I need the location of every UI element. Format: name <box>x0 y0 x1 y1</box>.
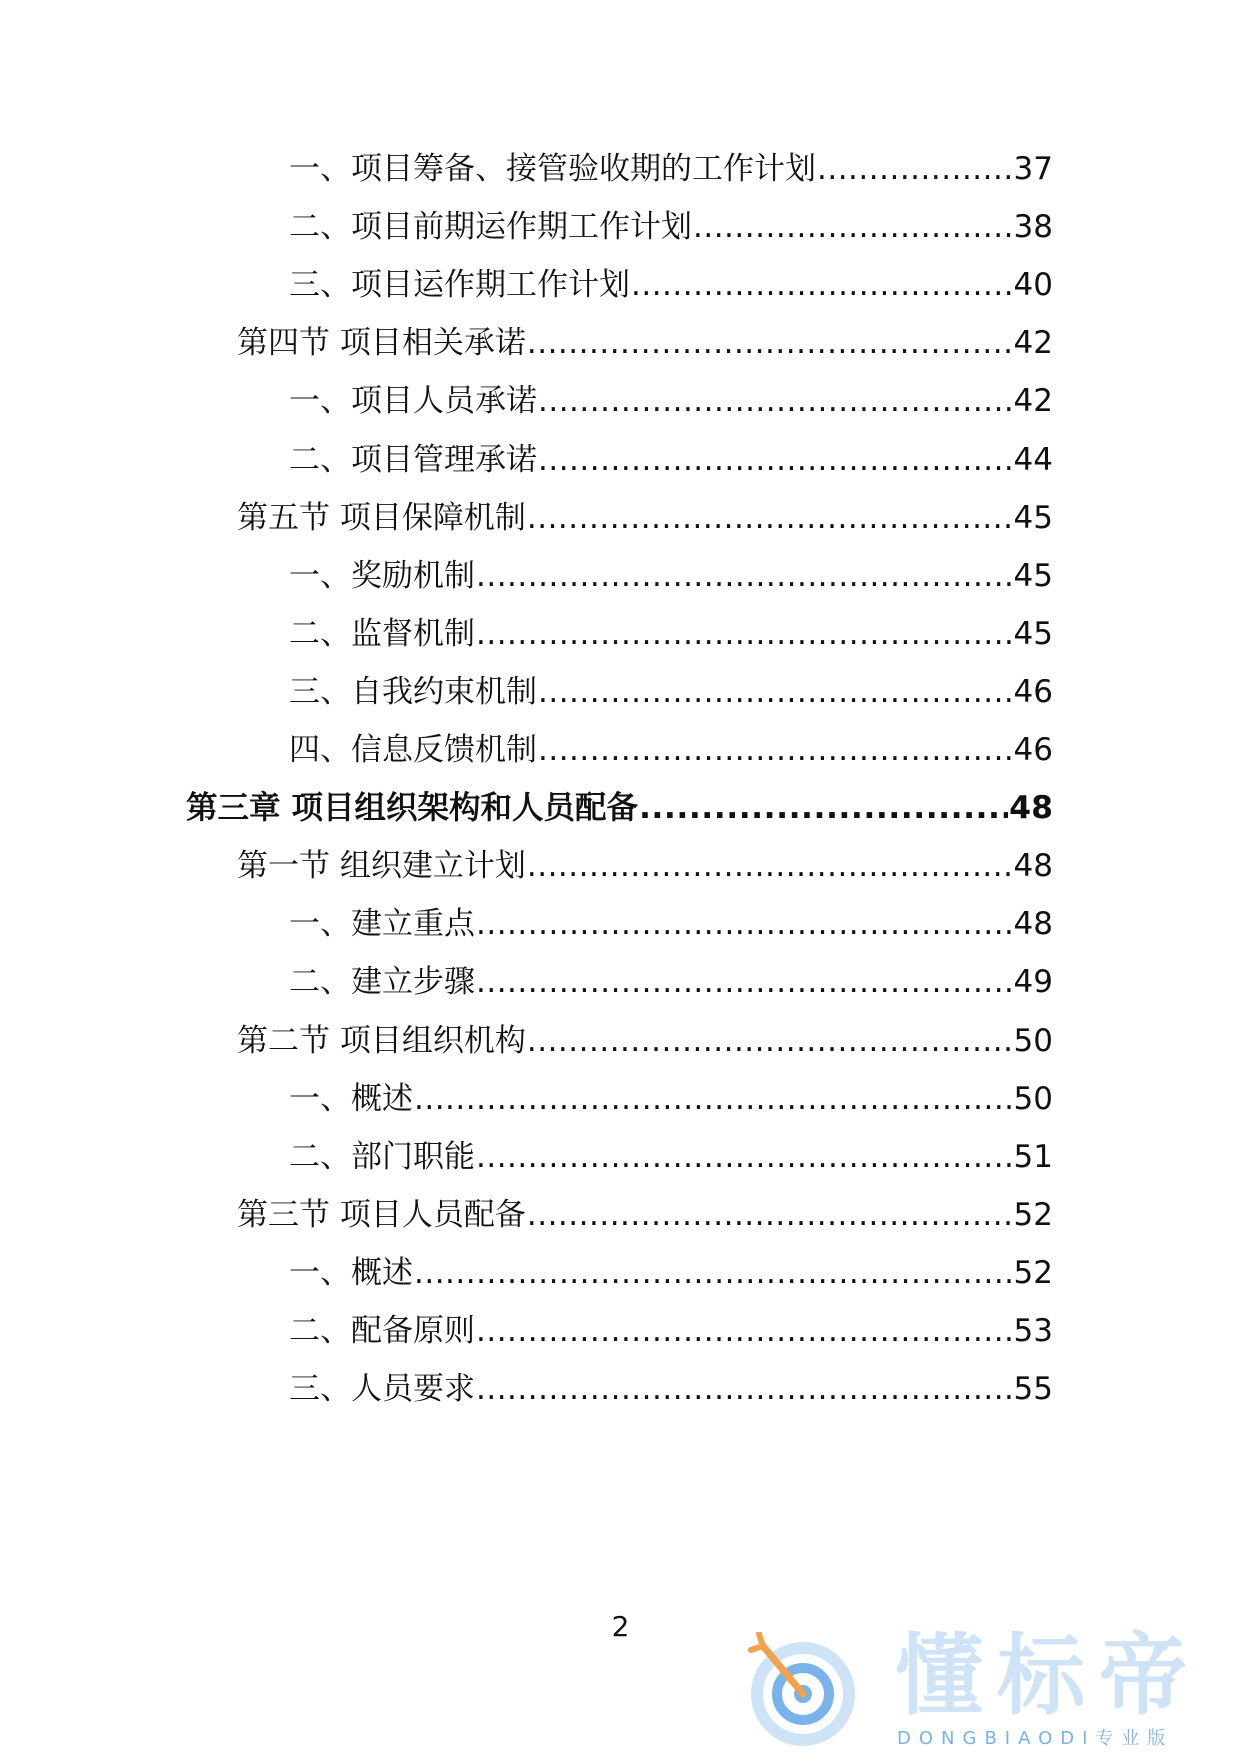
toc-entry-title: 一、概述 <box>289 1080 413 1117</box>
toc-entry-page: 38 <box>1013 209 1053 246</box>
toc-entry-page: 45 <box>1013 557 1053 594</box>
toc-leader <box>538 728 1013 772</box>
toc-entry[interactable] <box>289 438 1053 482</box>
toc-leader <box>476 1135 1013 1179</box>
toc-entry[interactable] <box>289 728 1053 772</box>
toc-entry-title: 第一节 组织建立计划 <box>237 848 526 885</box>
toc-entry-page: 50 <box>1013 1022 1053 1059</box>
toc-entry[interactable] <box>289 1077 1053 1121</box>
toc-entry[interactable] <box>289 1251 1053 1295</box>
toc-entry[interactable] <box>237 1193 1053 1237</box>
toc-entry-page: 45 <box>1013 499 1053 536</box>
watermark <box>745 1624 1225 1749</box>
toc-entry[interactable] <box>289 379 1053 423</box>
toc-entry-page: 48 <box>1013 848 1053 885</box>
toc-entry[interactable] <box>289 1309 1053 1353</box>
toc-leader <box>817 147 1013 191</box>
toc-entry[interactable] <box>237 496 1053 540</box>
toc-entry[interactable] <box>289 1367 1053 1411</box>
toc-leader <box>631 263 1013 307</box>
toc-leader <box>639 786 1008 830</box>
toc-entry-page: 46 <box>1013 732 1053 768</box>
toc-entry[interactable] <box>186 786 1053 830</box>
toc-entry-title: 一、概述 <box>289 1254 413 1291</box>
toc-entry-page: 42 <box>1013 383 1053 420</box>
toc-entry-page: 45 <box>1013 615 1053 652</box>
watermark-brand: 懂标帝 <box>895 1624 1202 1727</box>
toc-leader <box>476 902 1013 946</box>
toc-entry-page: 55 <box>1013 1371 1053 1408</box>
toc-entry[interactable] <box>237 844 1053 888</box>
toc-entry-title: 一、奖励机制 <box>289 557 475 594</box>
toc-entry[interactable] <box>289 263 1053 307</box>
toc-leader <box>538 379 1013 423</box>
toc-entry-title: 一、项目筹备、接管验收期的工作计划 <box>289 151 816 187</box>
toc-entry-title: 二、建立步骤 <box>289 964 475 1001</box>
toc-entry-title: 二、监督机制 <box>289 615 475 652</box>
toc-leader <box>527 496 1013 540</box>
toc-leader <box>476 554 1013 598</box>
toc-entry-page: 49 <box>1013 964 1053 1001</box>
toc-entry-title: 四、信息反馈机制 <box>289 732 537 768</box>
toc-entry[interactable] <box>237 321 1053 365</box>
page-number: 2 <box>611 1610 630 1643</box>
watermark-subtitle: DONGBIAODI专业版 <box>897 1728 1174 1749</box>
toc-leader <box>527 844 1013 888</box>
toc-entry[interactable] <box>237 1019 1053 1063</box>
toc-entry[interactable] <box>289 670 1053 714</box>
toc-leader <box>476 960 1013 1004</box>
toc-entry-title: 第五节 项目保障机制 <box>237 499 526 536</box>
toc-leader <box>693 205 1013 249</box>
target-arrow-icon <box>745 1632 865 1746</box>
toc-entry[interactable] <box>289 554 1053 598</box>
toc-entry-page: 44 <box>1013 441 1053 478</box>
toc-leader <box>476 612 1013 656</box>
toc-entry-title: 二、部门职能 <box>289 1138 475 1175</box>
toc-entry-page: 48 <box>1009 790 1053 827</box>
toc-leader <box>414 1251 1013 1295</box>
toc-entry-title: 二、项目管理承诺 <box>289 441 537 478</box>
toc-entry[interactable] <box>289 960 1053 1004</box>
toc-leader <box>538 670 1013 714</box>
toc-entry-page: 52 <box>1013 1196 1053 1233</box>
toc-entry-page: 42 <box>1013 325 1053 362</box>
toc-entry[interactable] <box>289 147 1053 191</box>
toc-entry[interactable] <box>289 612 1053 656</box>
toc-entry-title: 三、项目运作期工作计划 <box>289 267 630 304</box>
toc-entry-page: 50 <box>1013 1080 1053 1117</box>
toc-entry-page: 46 <box>1013 673 1053 710</box>
toc-leader <box>476 1309 1013 1353</box>
toc-entry-title: 第三章 项目组织架构和人员配备 <box>186 790 638 827</box>
toc-entry-title: 一、建立重点 <box>289 906 475 943</box>
toc-entry-page: 51 <box>1013 1138 1053 1175</box>
toc-leader <box>527 321 1013 365</box>
toc-entry-title: 第二节 项目组织机构 <box>237 1022 526 1059</box>
toc-entry-title: 三、人员要求 <box>289 1371 475 1408</box>
toc-entry-page: 48 <box>1013 906 1053 943</box>
toc-leader <box>538 438 1013 482</box>
toc-entry-page: 40 <box>1013 267 1053 304</box>
toc-entry-page: 37 <box>1013 151 1053 187</box>
toc-entry-title: 第三节 项目人员配备 <box>237 1196 526 1233</box>
toc-leader <box>476 1367 1013 1411</box>
toc-entry-page: 53 <box>1013 1313 1053 1349</box>
toc-entry[interactable] <box>289 1135 1053 1179</box>
toc-entry-title: 第四节 项目相关承诺 <box>237 325 526 362</box>
toc-entry-title: 二、配备原则 <box>289 1313 475 1349</box>
toc-entry[interactable] <box>289 902 1053 946</box>
toc-entry-page: 52 <box>1013 1254 1053 1291</box>
toc-entry[interactable] <box>289 205 1053 249</box>
toc-entry-title: 三、自我约束机制 <box>289 673 537 710</box>
toc-entry-title: 二、项目前期运作期工作计划 <box>289 209 692 246</box>
toc-leader <box>414 1077 1013 1121</box>
toc-leader <box>527 1019 1013 1063</box>
toc-entry-title: 一、项目人员承诺 <box>289 383 537 420</box>
toc-leader <box>527 1193 1013 1237</box>
